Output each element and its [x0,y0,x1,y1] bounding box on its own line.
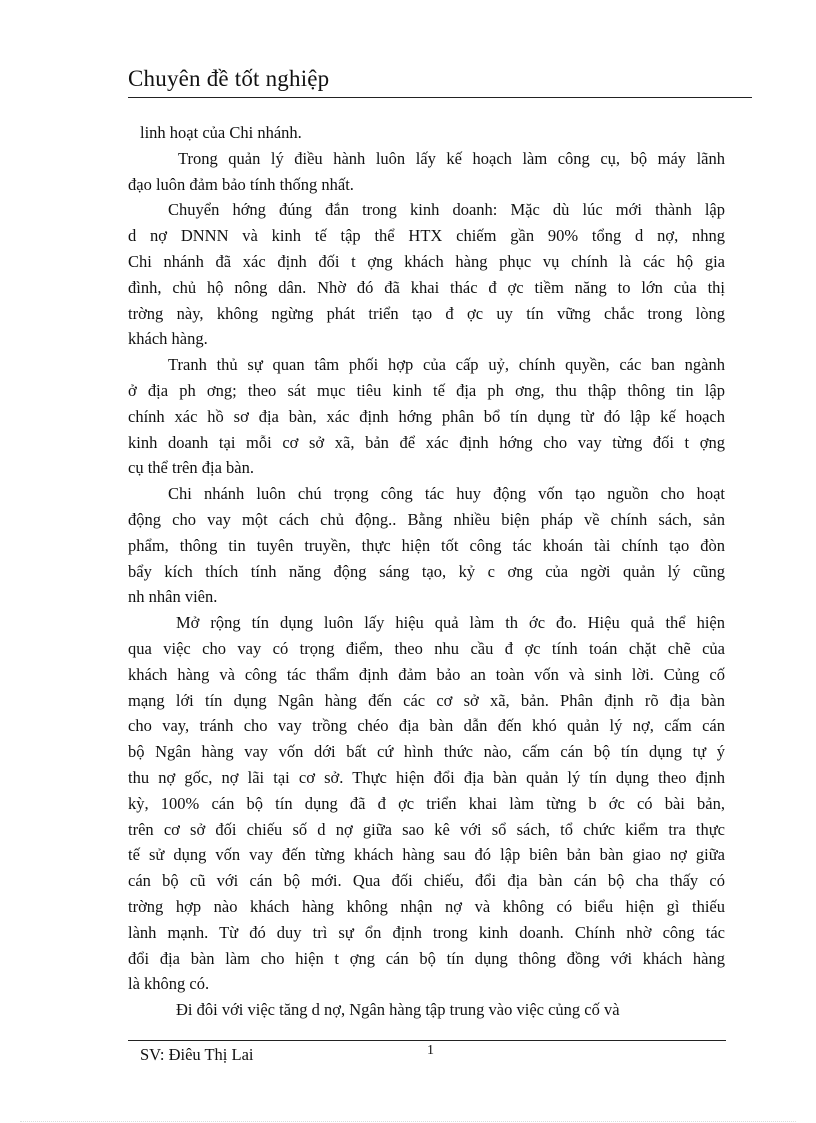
text-line: trên cơ sở đối chiếu số d nợ giữa sao kê với sổ sách, tổ chức kiểm tra thực [128,819,725,839]
text-line: kỳ, 100% cán bộ tín dụng đã đ ợc triển khai làm từng b ớc có bài bản, [128,793,725,813]
text-line: trờng này, không ngừng phát triển tạo đ ợc uy tín vững chắc trong lòng [128,303,725,323]
page-bottom-border [20,1121,796,1122]
text-line: linh hoạt của Chi nhánh. [140,123,302,142]
text-line: khách hàng. [128,329,208,349]
text-line: bộ Ngân hàng vay vốn dới bất cứ hình thức nào, cấm cán bộ tín dụng tự ý [128,742,725,762]
text-line: lành mạnh. Từ đó duy trì sự ổn định trong kinh doanh. Chính nhờ công tác [128,922,725,942]
text-line: mạng lới tín dụng Ngân hàng đến các cơ sở xã, bản. Phân định rõ địa bàn [128,690,725,710]
text-line: kinh doanh tại mỗi cơ sở xã, bản để xác định hớng cho vay từng đối t ợng [128,432,725,452]
text-line: qua việc cho vay có trọng điểm, theo nhu cầu đ ợc tính toán chặt chẽ của [128,638,725,658]
text-line: Chi nhánh đã xác định đối t ợng khách hàng phục vụ chính là các hộ gia [128,251,725,271]
text-line: chính xác hồ sơ địa bàn, xác định hớng phân bổ tín dụng từ đó lập kế hoạch [128,406,725,426]
footer-author: SV: Điêu Thị Lai [140,1045,254,1064]
header-divider [128,97,752,98]
text-line: tế sử dụng vốn vay đến từng khách hàng sau đó lập biên bản bàn giao nợ giữa [128,845,725,865]
paragraph-first-line: Chuyển hớng đúng đắn trong kinh doanh: Mặc dù lúc mới thành lập [168,200,725,220]
text-line: đình, chủ hộ nông dân. Nhờ đó đã khai thác đ ợc tiềm năng to lớn của thị [128,277,725,297]
text-line: bẩy kích thích tính năng động sáng tạo, kỷ c ơng của ngời quản lý cũng [128,561,725,581]
text-line: động cho vay một cách chủ động.. Bằng nhiều biện pháp về chính sách, sản [128,509,725,529]
text-line: đổi địa bàn làm cho hiện t ợng cán bộ tín dụng thông đồng với khách hàng [128,948,725,968]
text-line: là không có. [128,974,210,994]
text-line: phẩm, thông tin tuyên truyền, thực hiện tốt công tác khoán tài chính tạo đòn [128,535,725,555]
text-line: cho vay, tránh cho vay trồng chéo địa bàn dẫn đến khó quản lý nợ, cấm cán [128,716,725,736]
document-body [128,120,725,1023]
text-line: đạo luôn đảm bảo tính thống nhất. [128,174,354,194]
text-line: cán bộ cũ với cán bộ mới. Qua đối chiếu, đổi địa bàn cán bộ cha thấy có [128,871,725,891]
paragraph-first-line: Mở rộng tín dụng luôn lấy hiệu quả làm th ớc đo. Hiệu quả thể hiện [176,613,725,633]
text-line: trờng hợp nào khách hàng không nhận nợ và không có biểu hiện gì thiếu [128,896,725,916]
paragraph-first-line: Trong quản lý điều hành luôn lấy kế hoạch làm công cụ, bộ máy lãnh [178,148,725,168]
text-line: ở địa ph ơng; theo sát mục tiêu kinh tế địa ph ơng, thu thập thông tin lập [128,380,725,400]
paragraph-first-line: Đi đôi với việc tăng d nợ, Ngân hàng tập trung vào việc củng cố và [176,1000,620,1020]
paragraph-first-line: Tranh thủ sự quan tâm phối hợp của cấp uỷ, chính quyền, các ban ngành [168,355,725,375]
text-line: cụ thể trên địa bàn. [128,458,254,478]
footer-divider [128,1040,726,1041]
text-line: nh nhân viên. [128,587,218,607]
paragraph-first-line: Chi nhánh luôn chú trọng công tác huy động vốn tạo nguồn cho hoạt [168,484,725,504]
page-header-title: Chuyên đề tốt nghiệp [128,66,330,91]
text-line: d nợ DNNN và kinh tế tập thể HTX chiếm gần 90% tổng d nợ, nhng [128,226,725,246]
text-line: khách hàng và công tác thẩm định đảm bảo an toàn vốn và sinh lời. Củng cố [128,664,725,684]
page-number: 1 [427,1043,434,1058]
text-line: thu nợ gốc, nợ lãi tại cơ sở. Thực hiện đổi địa bàn quản lý tín dụng theo định [128,767,725,787]
